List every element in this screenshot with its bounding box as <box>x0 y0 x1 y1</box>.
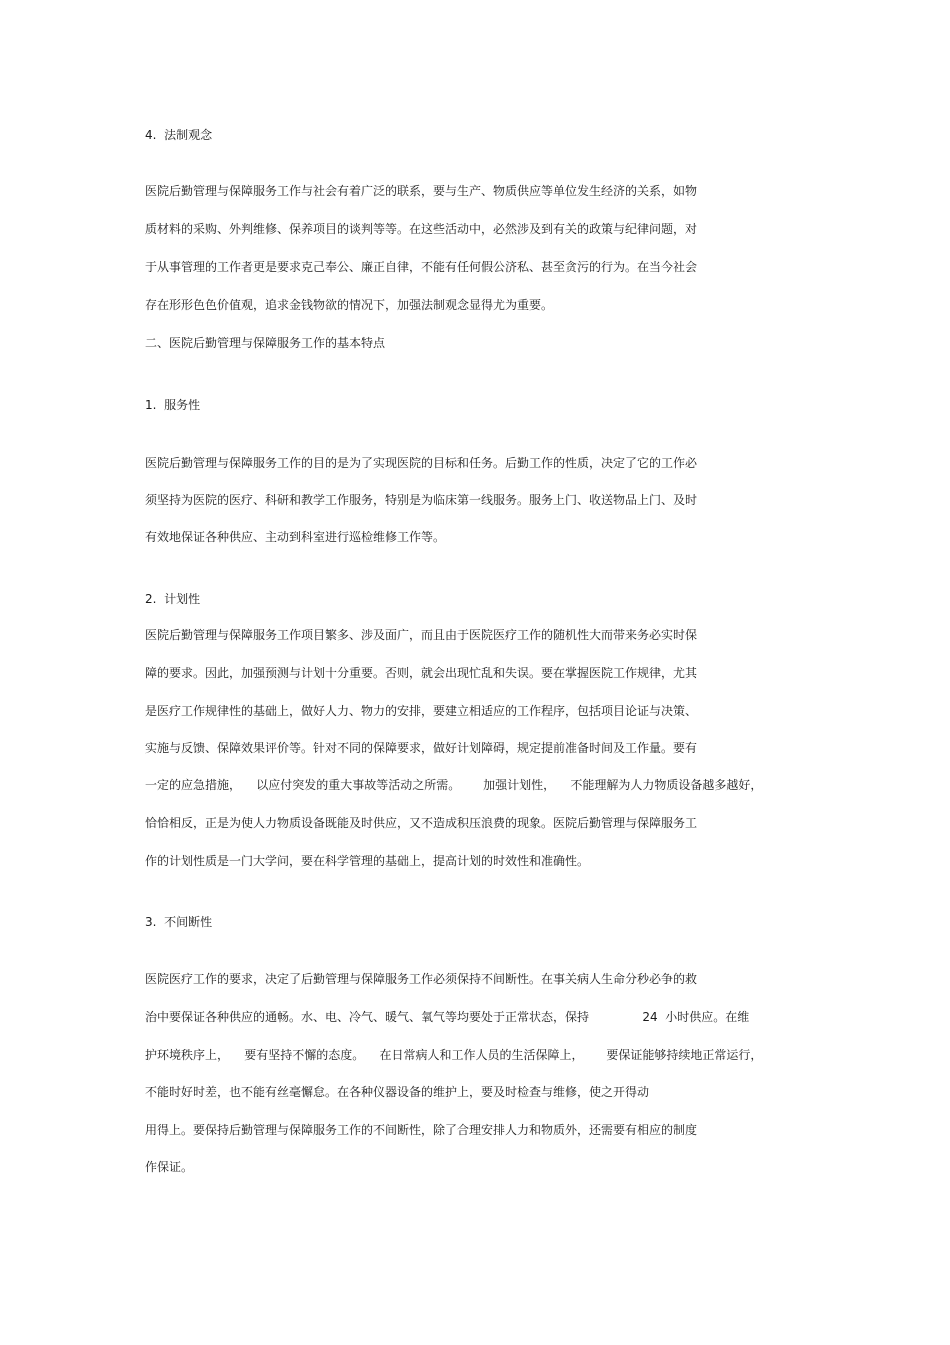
paragraph-line: 须坚持为医院的医疗、科研和教学工作服务，特别是为临床第一线服务。服务上门、收送物品上门、及时 <box>145 493 698 507</box>
paragraph-line: 作保证。 <box>145 1160 194 1174</box>
paragraph-line: 有效地保证各种供应、主动到科室进行巡检维修工作等。 <box>145 530 446 544</box>
heading-legal-concept: 4. 法制观念 <box>145 128 213 142</box>
paragraph-line: 是医疗工作规律性的基础上，做好人力、物力的安排，要建立相适应的工作程序，包括项目论证与决策、 <box>145 704 698 718</box>
paragraph-line: 用得上。要保持后勤管理与保障服务工作的不间断性，除了合理安排人力和物质外，还需要有相应的制度 <box>145 1123 698 1137</box>
paragraph-line: 恰恰相反，正是为使人力物质设备既能及时供应，又不造成积压浪费的现象。医院后勤管理与保障服务工 <box>145 816 698 830</box>
paragraph-line: 于从事管理的工作者更是要求克己奉公、廉正自律，不能有任何假公济私、甚至贪污的行为。在当今社会 <box>145 260 698 274</box>
paragraph-line: 质材料的采购、外判维修、保养项目的谈判等等。在这些活动中，必然涉及到有关的政策与纪律问题，对 <box>145 222 698 236</box>
paragraph-line: 医院后勤管理与保障服务工作的目的是为了实现医院的目标和任务。后勤工作的性质，决定了它的工作必 <box>145 456 698 470</box>
paragraph-line: 不能时好时差，也不能有丝毫懈怠。在各种仪器设备的维护上，要及时检查与维修，使之开得动 <box>145 1085 650 1099</box>
heading-continuity: 3. 不间断性 <box>145 915 213 929</box>
paragraph-line: 作的计划性质是一门大学问，要在科学管理的基础上，提高计划的时效性和准确性。 <box>145 854 590 868</box>
paragraph-line: 医院医疗工作的要求，决定了后勤管理与保障服务工作必须保持不间断性。在事关病人生命分秒必争的救 <box>145 972 698 986</box>
paragraph-line: 医院后勤管理与保障服务工作项目繁多、涉及面广，而且由于医院医疗工作的随机性大而带来务必实时保 <box>145 628 698 642</box>
paragraph-line: 障的要求。因此，加强预测与计划十分重要。否则，就会出现忙乱和失误。要在掌握医院工作规律，尤其 <box>145 666 698 680</box>
paragraph-line: 治中要保证各种供应的通畅。水、电、冷气、暖气、氧气等均要处于正常状态，保持 24 小时供应。在维 <box>145 1010 750 1024</box>
section-heading-basic-features: 二、医院后勤管理与保障服务工作的基本特点 <box>145 336 386 350</box>
heading-planning: 2. 计划性 <box>145 592 201 606</box>
paragraph-line: 存在形形色色价值观，追求金钱物欲的情况下，加强法制观念显得尤为重要。 <box>145 298 554 312</box>
paragraph-line: 实施与反馈、保障效果评价等。针对不同的保障要求，做好计划障碍，规定提前准备时间及工作量。要有 <box>145 741 698 755</box>
paragraph-line: 护环境秩序上， 要有坚持不懈的态度。 在日常病人和工作人员的生活保障上， 要保证能够持续地正常运行， <box>145 1048 763 1062</box>
paragraph-line: 一定的应急措施， 以应付突发的重大事故等活动之所需。 加强计划性， 不能理解为人力物质设备越多越好， <box>145 778 763 792</box>
paragraph-line: 医院后勤管理与保障服务工作与社会有着广泛的联系，要与生产、物质供应等单位发生经济的关系，如物 <box>145 184 698 198</box>
heading-service: 1. 服务性 <box>145 398 201 412</box>
